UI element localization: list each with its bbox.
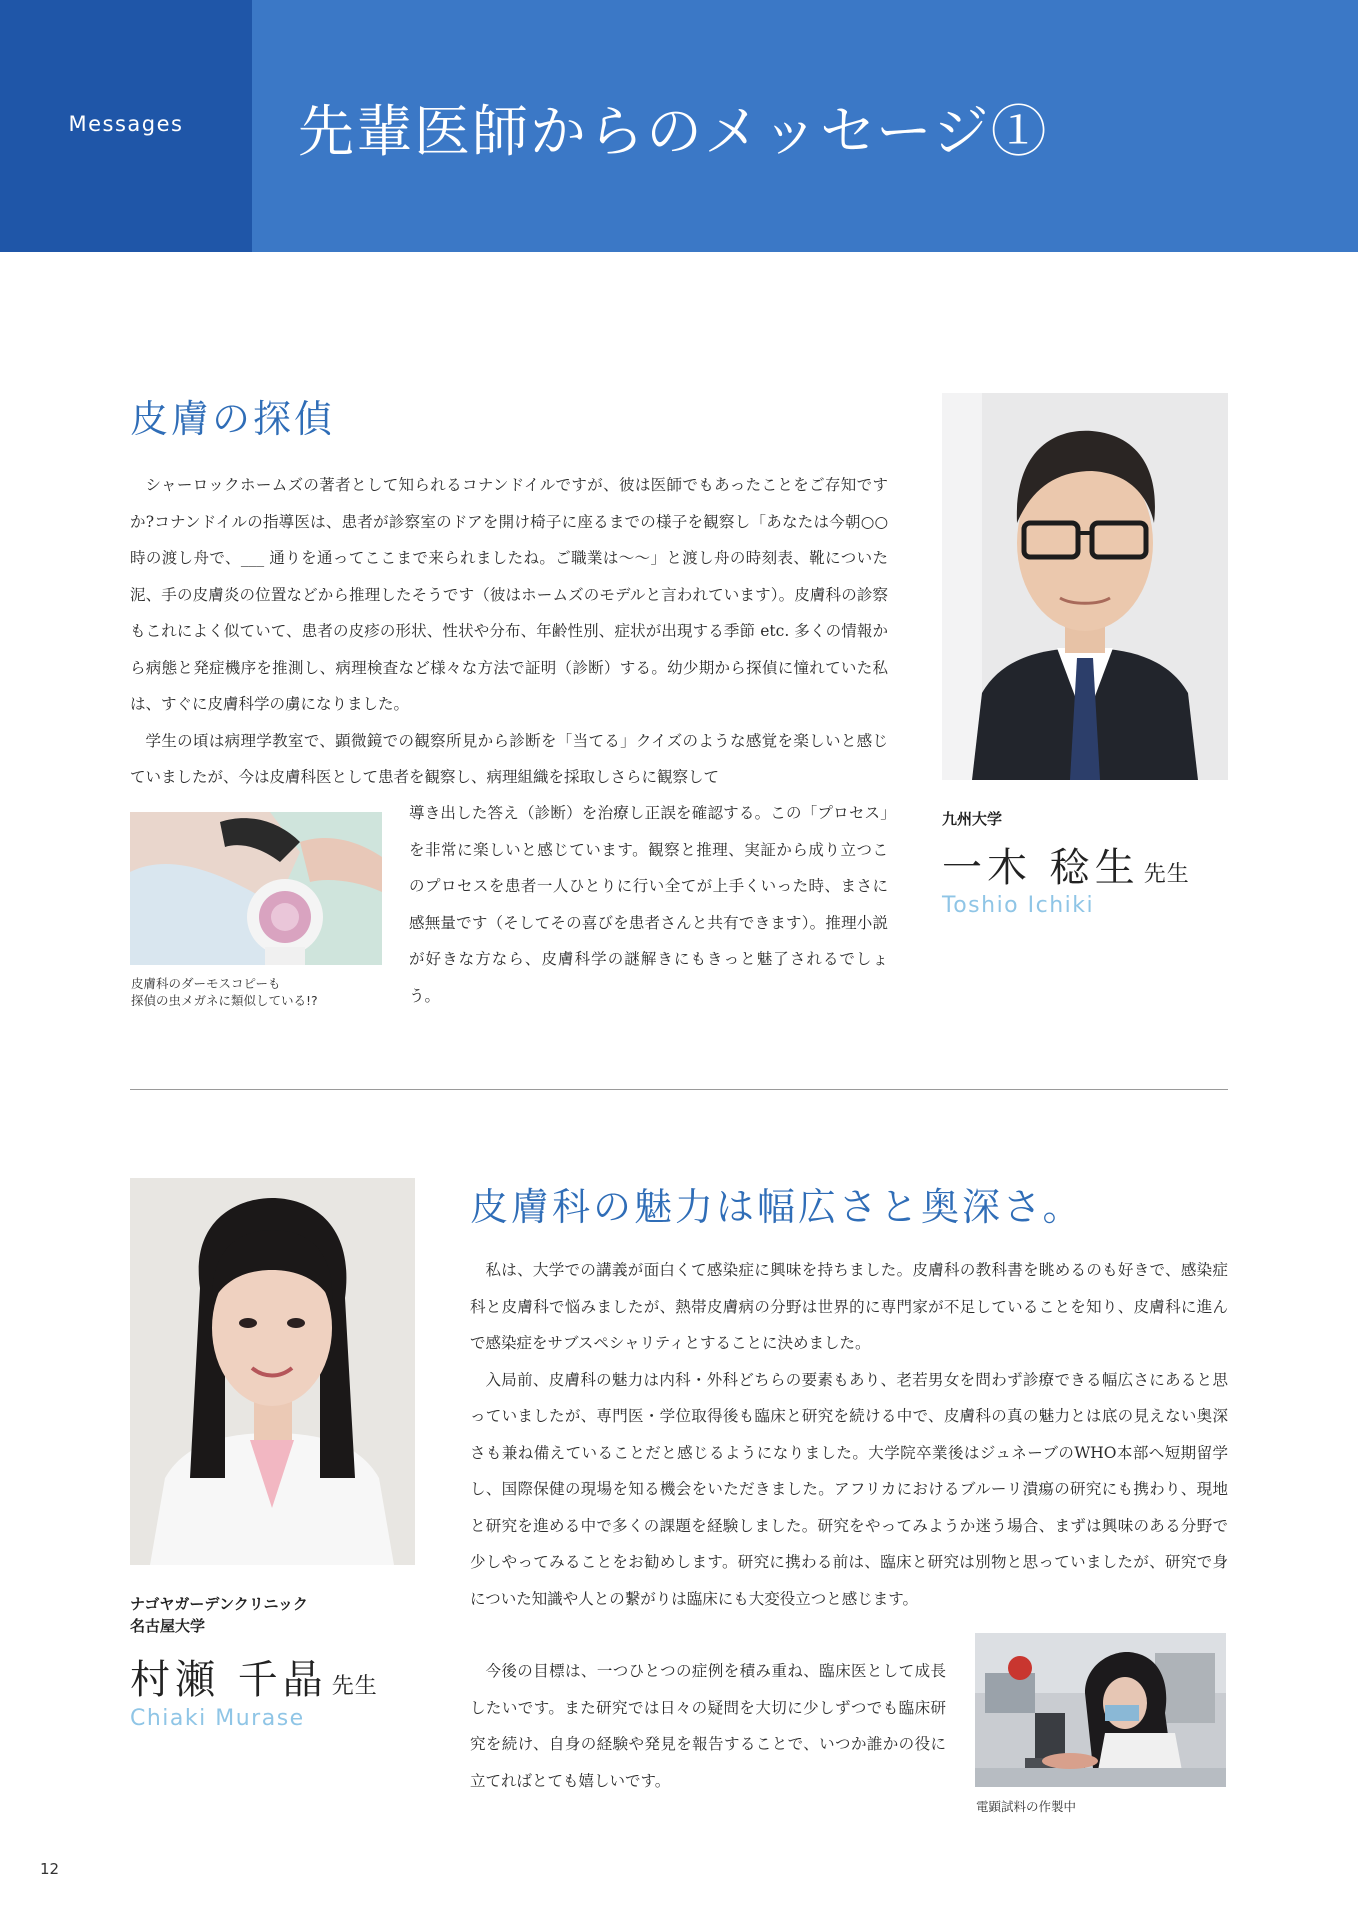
doctor1-honorific: 先生 [1143, 862, 1190, 887]
doctor2-portrait [130, 1178, 415, 1565]
doctor1-paragraph-1: シャーロックホームズの著者として知られるコナンドイルですが、彼は医師でもあったことをご存知ですか?コナンドイルの指導医は、患者が診察室のドアを開け椅子に座るまでの様子を観察し「あなたは今朝○○時の渡し舟で、___ 通りを通ってここまで来られましたね。ご職業は～～」と渡し舟の時刻表、靴についた泥、手の皮膚炎の位置などから推理したそうです（彼はホームズのモデルと言われています）。皮膚科の診察もこれによく似ていて、患者の皮疹の形状、性状や分布、年齢性別、症状が出現する季節 etc. 多くの情報から病態と発症機序を推測し、病理検査など様々な方法で証明（診断）する。幼少期から探偵に憧れていた私は、すぐに皮膚科学の虜になりました。 [130, 476, 888, 713]
doctor2-affiliation-clinic: ナゴヤガーデンクリニック [130, 1595, 308, 1613]
doctor2-paragraph-2: 入局前、皮膚科の魅力は内科・外科どちらの要素もあり、老若男女を問わず診療できる幅広さにあると思っていましたが、専門医・学位取得後も臨床と研究を続ける中で、皮膚科の真の魅力とは底の見えない奥深さも兼ね備えていることだと感じるようになりました。大学院卒業後はジュネーブのWHO本部へ短期留学し、国際保健の現場を知る機会をいただきました。アフリカにおけるブルーリ潰瘍の研究にも携わり、現地と研究を進める中で多くの課題を経験しました。研究をやってみようか迷う場合、まずは興味のある分野で少しやってみることをお勧めします。研究に携わる前は、臨床と研究は別物と思っていましたが、研究で身についた知識や人との繋がりは臨床にも大変役立つと感じます。 [470, 1370, 1228, 1608]
doctor1-heading: 皮膚の探偵 [130, 397, 336, 441]
doctor2-heading: 皮膚科の魅力は幅広さと奥深さ。 [470, 1185, 1084, 1229]
doctor2-body-bottom [470, 1653, 946, 1799]
doctor2-name-block [130, 1648, 378, 1705]
section-label: Messages [68, 112, 184, 136]
header-section-tab [0, 0, 252, 252]
dermoscopy-photo-caption [131, 975, 318, 1009]
doctor2-honorific: 先生 [331, 1674, 378, 1699]
dermoscopy-photo [130, 812, 382, 965]
caption-line-1: 皮膚科のダーモスコピーも [131, 976, 281, 991]
doctor1-name: 一木 稔生 [942, 845, 1140, 891]
page-title: 先輩医師からのメッセージ① [298, 100, 1049, 165]
header-band [0, 0, 1358, 252]
doctor1-portrait-illustration [942, 393, 1228, 780]
doctor1-affiliation: 九州大学 [942, 810, 1003, 828]
lab-photo-caption: 電顕試料の作製中 [976, 1799, 1077, 1814]
doctor2-body-top [470, 1252, 1228, 1617]
doctor2-paragraph-1: 私は、大学での講義が面白くて感染症に興味を持ちました。皮膚科の教科書を眺めるのも好きで、感染症科と皮膚科で悩みましたが、熱帯皮膚病の分野は世界的に専門家が不足していることを知り、皮膚科に進んで感染症をサブスペシャリティとすることに決めました。 [470, 1261, 1228, 1352]
doctor1-paragraph-2: 学生の頃は病理学教室で、顕微鏡での観察所見から診断を「当てる」クイズのような感覚を楽しいと感じていましたが、今は皮膚科医として患者を観察し、病理組織を採取しさらに観察して [130, 731, 888, 786]
doctor2-name-roman: Chiaki Murase [130, 1706, 305, 1731]
doctor2-name: 村瀬 千晶 [130, 1657, 328, 1703]
doctor1-portrait [942, 393, 1228, 780]
caption-line-2: 探偵の虫メガネに類似している!? [131, 993, 318, 1008]
lab-photo [975, 1633, 1226, 1787]
page-number: 12 [40, 1860, 60, 1878]
doctor2-affiliation-university: 名古屋大学 [130, 1617, 206, 1635]
section-divider [130, 1089, 1228, 1090]
lab-photo-illustration [975, 1633, 1226, 1787]
doctor2-portrait-illustration [130, 1178, 415, 1565]
doctor1-name-roman: Toshio Ichiki [942, 893, 1095, 918]
dermoscopy-photo-illustration [130, 812, 382, 965]
doctor2-paragraph-3: 今後の目標は、一つひとつの症例を積み重ね、臨床医として成長したいです。また研究では日々の疑問を大切に少しずつでも臨床研究を続け、自身の経験や発見を報告することで、いつか誰かの役に立てればとても嬉しいです。 [470, 1662, 946, 1790]
doctor2-affiliation [130, 1593, 308, 1637]
doctor1-body-continued: 導き出した答え（診断）を治療し正誤を確認する。この「プロセス」を非常に楽しいと感じています。観察と推理、実証から成り立つこのプロセスを患者一人ひとりに行い全てが上手くいった時、まさに感無量です（そしてその喜びを患者さんと共有できます）。推理小説が好きな方なら、皮膚科学の謎解きにもきっと魅了されるでしょう。 [409, 804, 888, 1005]
doctor1-name-block [942, 836, 1190, 893]
doctor1-body-top [130, 467, 888, 796]
